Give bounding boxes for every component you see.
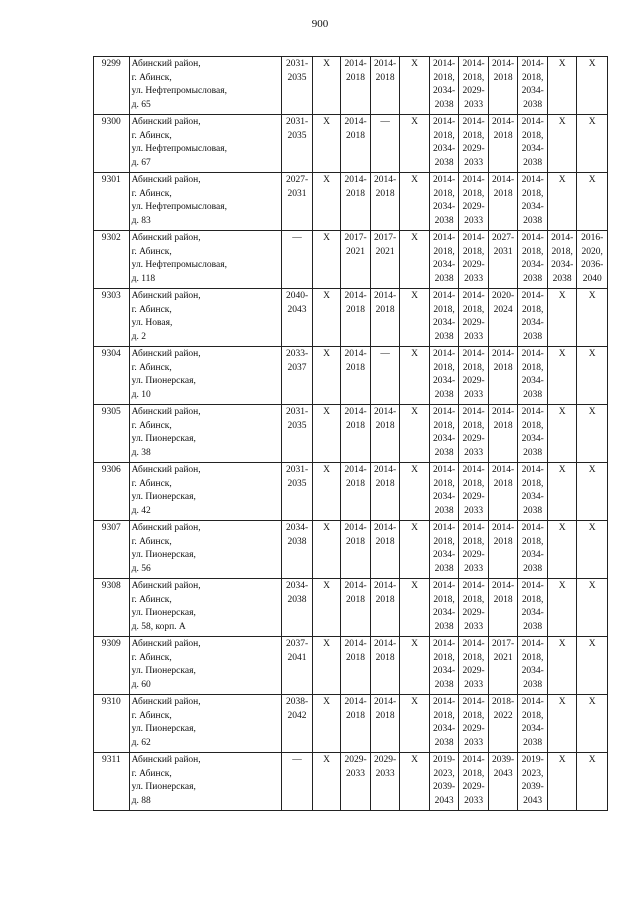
period-cell: 2014- 2018, 2034- 2038 [518,463,548,521]
period-cell: 2014- 2018 [488,57,518,115]
period-cell: 2029- 2033 [341,753,371,811]
address-cell: Абинский район, г. Абинск, ул. Нефтепромысловая, д. 83 [129,173,282,231]
period-cell: 2014- 2018, 2034- 2038 [429,637,459,695]
period-cell: 2014- 2018, 2029- 2033 [459,289,489,347]
period-cell: — [370,115,400,173]
period-cell: 2014- 2018, 2034- 2038 [518,695,548,753]
period-cell: 2014- 2018 [370,289,400,347]
period-cell: X [577,115,608,173]
period-cell: 2014- 2018 [370,405,400,463]
period-cell: X [400,231,430,289]
table-row [94,347,608,405]
row-number: 9301 [94,173,130,231]
period-cell: 2014- 2018 [370,637,400,695]
period-cell: 2014- 2018 [341,463,371,521]
period-cell: 2014- 2018, 2034- 2038 [429,521,459,579]
period-cell: X [577,463,608,521]
period-cell: 2014- 2018 [370,57,400,115]
address-cell: Абинский район, г. Абинск, ул. Нефтепромысловая, д. 65 [129,57,282,115]
period-cell: 2014- 2018 [488,347,518,405]
address-cell: Абинский район, г. Абинск, ул. Нефтепромысловая, д. 118 [129,231,282,289]
period-cell: X [577,695,608,753]
period-cell: 2014- 2018, 2029- 2033 [459,231,489,289]
table-row [94,637,608,695]
period-cell: 2033- 2037 [282,347,313,405]
row-number: 9310 [94,695,130,753]
period-cell: 2014- 2018, 2034- 2038 [429,579,459,637]
period-cell: 2014- 2018, 2034- 2038 [518,289,548,347]
period-cell: 2014- 2018, 2029- 2033 [459,405,489,463]
period-cell: 2019- 2023, 2039- 2043 [518,753,548,811]
period-cell: 2014- 2018, 2034- 2038 [518,405,548,463]
period-cell: 2014- 2018 [341,637,371,695]
period-cell: X [577,579,608,637]
period-cell: 2014- 2018, 2034- 2038 [518,231,548,289]
address-cell: Абинский район, г. Абинск, ул. Пионерская, д. 60 [129,637,282,695]
table-row [94,173,608,231]
period-cell: X [400,57,430,115]
address-cell: Абинский район, г. Абинск, ул. Нефтепромысловая, д. 67 [129,115,282,173]
period-cell: X [400,173,430,231]
period-cell: X [400,289,430,347]
period-cell: 2014- 2018, 2034- 2038 [518,521,548,579]
table-row [94,753,608,811]
period-cell: 2014- 2018, 2034- 2038 [547,231,577,289]
period-cell: 2014- 2018 [370,521,400,579]
address-cell: Абинский район, г. Абинск, ул. Пионерская, д. 10 [129,347,282,405]
period-cell: X [577,637,608,695]
table-row [94,463,608,521]
period-cell: 2016- 2020, 2036- 2040 [577,231,608,289]
period-cell: 2014- 2018 [488,173,518,231]
period-cell: 2014- 2018, 2034- 2038 [429,405,459,463]
period-cell: X [400,753,430,811]
period-cell: 2014- 2018, 2034- 2038 [429,173,459,231]
period-cell: X [312,57,340,115]
period-cell: 2014- 2018, 2029- 2033 [459,463,489,521]
address-cell: Абинский район, г. Абинск, ул. Новая, д. 2 [129,289,282,347]
row-number: 9300 [94,115,130,173]
period-cell: X [547,695,577,753]
period-cell: 2014- 2018, 2029- 2033 [459,753,489,811]
period-cell: X [547,579,577,637]
row-number: 9305 [94,405,130,463]
period-cell: X [312,405,340,463]
period-cell: 2014- 2018, 2034- 2038 [429,347,459,405]
period-cell: X [312,579,340,637]
period-cell: 2014- 2018, 2034- 2038 [518,57,548,115]
period-cell: 2017- 2021 [370,231,400,289]
period-cell: 2014- 2018 [488,521,518,579]
period-cell: X [577,289,608,347]
period-cell: X [312,289,340,347]
period-cell: 2014- 2018, 2029- 2033 [459,115,489,173]
address-cell: Абинский район, г. Абинск, ул. Пионерская, д. 38 [129,405,282,463]
period-cell: 2018- 2022 [488,695,518,753]
period-cell: — [282,753,313,811]
period-cell: X [312,173,340,231]
period-cell: 2014- 2018, 2034- 2038 [518,115,548,173]
row-number: 9307 [94,521,130,579]
period-cell: 2014- 2018 [341,173,371,231]
period-cell: 2037- 2041 [282,637,313,695]
period-cell: X [577,521,608,579]
period-cell: X [400,521,430,579]
period-cell: X [577,753,608,811]
address-cell: Абинский район, г. Абинск, ул. Пионерская, д. 88 [129,753,282,811]
row-number: 9306 [94,463,130,521]
period-cell: 2014- 2018, 2029- 2033 [459,637,489,695]
period-cell: 2014- 2018, 2029- 2033 [459,173,489,231]
row-number: 9304 [94,347,130,405]
period-cell: 2014- 2018 [341,405,371,463]
period-cell: 2034- 2038 [282,579,313,637]
period-cell: X [312,231,340,289]
period-cell: 2014- 2018, 2034- 2038 [429,115,459,173]
period-cell: 2038- 2042 [282,695,313,753]
period-cell: 2014- 2018 [488,579,518,637]
period-cell: X [400,115,430,173]
period-cell: 2027- 2031 [282,173,313,231]
row-number: 9299 [94,57,130,115]
period-cell: X [400,637,430,695]
table-row [94,57,608,115]
period-cell: 2034- 2038 [282,521,313,579]
period-cell: 2014- 2018, 2029- 2033 [459,695,489,753]
address-cell: Абинский район, г. Абинск, ул. Пионерская, д. 62 [129,695,282,753]
period-cell: X [312,115,340,173]
period-cell: X [312,695,340,753]
period-cell: 2014- 2018 [370,173,400,231]
period-cell: 2014- 2018 [488,115,518,173]
period-cell: X [547,521,577,579]
period-cell: 2017- 2021 [341,231,371,289]
period-cell: X [577,347,608,405]
row-number: 9309 [94,637,130,695]
period-cell: 2014- 2018, 2034- 2038 [429,289,459,347]
table-row [94,579,608,637]
period-cell: — [370,347,400,405]
period-cell: X [547,289,577,347]
address-cell: Абинский район, г. Абинск, ул. Пионерская, д. 42 [129,463,282,521]
housing-repair-schedule-table [93,56,608,811]
period-cell: 2040- 2043 [282,289,313,347]
period-cell: X [547,173,577,231]
period-cell: 2014- 2018 [370,463,400,521]
period-cell: X [547,753,577,811]
period-cell: 2014- 2018 [370,579,400,637]
period-cell: X [400,405,430,463]
period-cell: X [400,463,430,521]
period-cell: 2014- 2018 [341,289,371,347]
period-cell: X [547,405,577,463]
table-row [94,405,608,463]
period-cell: 2014- 2018 [341,347,371,405]
period-cell: 2020- 2024 [488,289,518,347]
period-cell: 2014- 2018 [370,695,400,753]
period-cell: 2014- 2018 [488,463,518,521]
row-number: 9303 [94,289,130,347]
period-cell: 2027- 2031 [488,231,518,289]
period-cell: X [577,57,608,115]
period-cell: X [577,173,608,231]
period-cell: 2014- 2018, 2034- 2038 [429,695,459,753]
row-number: 9311 [94,753,130,811]
period-cell: X [312,753,340,811]
period-cell: X [400,579,430,637]
period-cell: X [547,115,577,173]
table-row [94,521,608,579]
table-body [94,57,608,811]
table-row [94,231,608,289]
period-cell: 2014- 2018, 2034- 2038 [429,231,459,289]
period-cell: 2014- 2018 [341,695,371,753]
period-cell: X [547,347,577,405]
period-cell: X [547,57,577,115]
period-cell: 2014- 2018 [341,115,371,173]
table-row [94,289,608,347]
period-cell: X [312,347,340,405]
period-cell: X [400,695,430,753]
period-cell: 2014- 2018, 2034- 2038 [518,637,548,695]
row-number: 9308 [94,579,130,637]
period-cell: 2014- 2018 [341,579,371,637]
period-cell: X [400,347,430,405]
period-cell: 2017- 2021 [488,637,518,695]
address-cell: Абинский район, г. Абинск, ул. Пионерская, д. 58, корп. А [129,579,282,637]
period-cell: 2031- 2035 [282,57,313,115]
page-number: 900 [311,18,329,30]
period-cell: 2014- 2018, 2029- 2033 [459,579,489,637]
period-cell: X [547,637,577,695]
period-cell: 2014- 2018, 2034- 2038 [518,579,548,637]
period-cell: 2014- 2018 [488,405,518,463]
address-cell: Абинский район, г. Абинск, ул. Пионерская, д. 56 [129,521,282,579]
period-cell: X [312,637,340,695]
period-cell: 2014- 2018, 2029- 2033 [459,57,489,115]
period-cell: 2031- 2035 [282,115,313,173]
period-cell: 2029- 2033 [370,753,400,811]
period-cell: 2014- 2018, 2029- 2033 [459,347,489,405]
period-cell: 2014- 2018 [341,521,371,579]
period-cell: X [577,405,608,463]
period-cell: 2014- 2018, 2034- 2038 [518,347,548,405]
period-cell: 2014- 2018, 2034- 2038 [429,463,459,521]
period-cell: 2019- 2023, 2039- 2043 [429,753,459,811]
period-cell: 2014- 2018, 2034- 2038 [518,173,548,231]
period-cell: 2031- 2035 [282,463,313,521]
table-row [94,115,608,173]
period-cell: 2014- 2018, 2029- 2033 [459,521,489,579]
period-cell: X [312,463,340,521]
period-cell: X [312,521,340,579]
period-cell: 2031- 2035 [282,405,313,463]
table-row [94,695,608,753]
period-cell: — [282,231,313,289]
row-number: 9302 [94,231,130,289]
period-cell: 2039- 2043 [488,753,518,811]
period-cell: X [547,463,577,521]
period-cell: 2014- 2018 [341,57,371,115]
period-cell: 2014- 2018, 2034- 2038 [429,57,459,115]
